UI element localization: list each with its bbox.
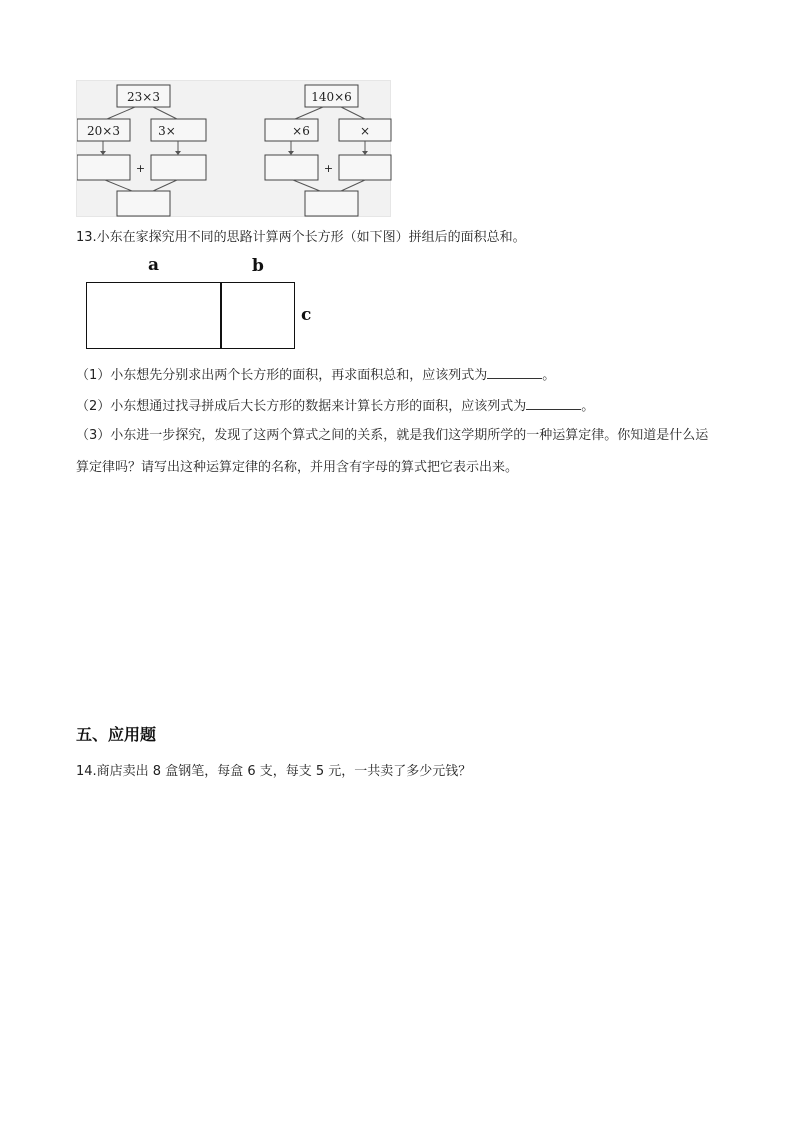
left-result-left-box <box>77 155 130 180</box>
calc-tree-figure <box>76 80 391 217</box>
calc-tree-svg <box>77 81 392 218</box>
left-child-right-text: 3× <box>158 124 176 138</box>
answer-blank-2[interactable] <box>526 395 581 410</box>
label-a: a <box>148 255 160 275</box>
q14-stem: 14.商店卖出 8 盒钢笔，每盒 6 支，每支 5 元，一共卖了多少元钱？ <box>76 764 472 779</box>
right-result-right-box <box>339 155 391 180</box>
right-child-left-text: ×6 <box>292 124 310 138</box>
q13-stem: 13.小东在家探究用不同的思路计算两个长方形（如下图）拼组后的面积总和。 <box>76 230 526 245</box>
q13-part1 <box>76 364 555 385</box>
right-result-left-box <box>265 155 318 180</box>
right-root-text: 140×6 <box>311 90 352 104</box>
left-plus-sign: + <box>135 162 146 175</box>
label-c: c <box>301 305 312 325</box>
left-final-box <box>117 191 170 216</box>
right-plus-sign: + <box>323 162 334 175</box>
right-final-box <box>305 191 358 216</box>
left-root-text: 23×3 <box>127 90 160 104</box>
q13-part1-end: 。 <box>542 368 556 383</box>
left-child-left-text: 20×3 <box>87 124 120 138</box>
rectangle-a <box>86 282 221 349</box>
left-result-right-box <box>151 155 206 180</box>
rectangle-b <box>221 282 295 349</box>
q13-part1-text: （1）小东想先分别求出两个长方形的面积，再求面积总和，应该列式为 <box>76 368 488 383</box>
section-title: 五、应用题 <box>76 725 157 744</box>
label-b: b <box>252 256 264 276</box>
q13-part3: （3）小东进一步探究，发现了这两个算式之间的关系，就是我们这学期所学的一种运算定律。你知道是什么运算定律吗？请写出这种运算定律的名称，并用含有字母的算式把它表示出来。 <box>76 428 709 475</box>
q13-part2-end: 。 <box>581 399 595 414</box>
answer-blank-1[interactable] <box>487 364 542 379</box>
q13-part2 <box>76 395 594 416</box>
right-child-right-text: × <box>359 124 371 138</box>
q13-part2-text: （2）小东想通过找寻拼成后大长方形的数据来计算长方形的面积，应该列式为 <box>76 399 527 414</box>
